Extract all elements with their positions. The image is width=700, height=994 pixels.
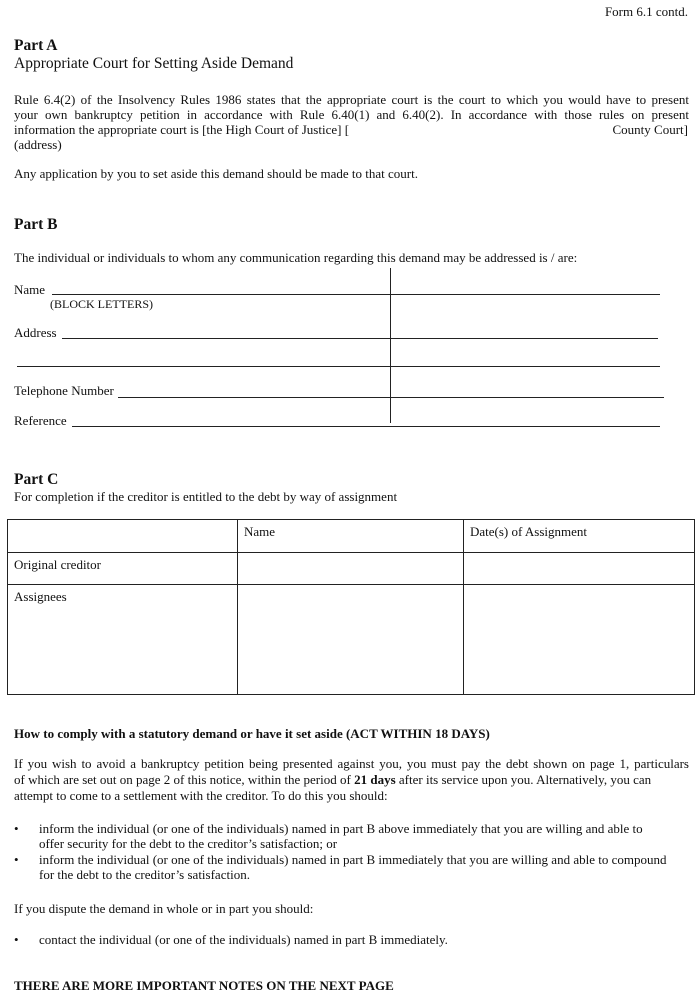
original-creditor-name-cell[interactable] (238, 553, 464, 585)
name-label: Name (14, 282, 46, 297)
table-row-assignees (8, 585, 695, 695)
part-a-para-line3-start: information the appropriate court is [the High Court of Justice] [ (14, 122, 350, 137)
table-header-blank (8, 520, 238, 553)
table-row-original-creditor (8, 553, 695, 585)
bullet1-line2: offer security for the debt to the creditor’s satisfaction; or (39, 836, 338, 851)
part-b-column-divider (390, 268, 391, 423)
reference-field[interactable] (72, 426, 660, 427)
part-c-intro: For completion if the creditor is entitled to the debt by way of assignment (14, 489, 398, 504)
next-page-notice: THERE ARE MORE IMPORTANT NOTES ON THE NEXT PAGE (14, 978, 394, 993)
assignment-table (7, 519, 695, 695)
table-header-row (8, 520, 695, 553)
bullet-3: • (14, 932, 19, 947)
part-a-para-line2: your own bankruptcy petition in accordance with Rule 6.40(1) and 6.40(2). In accordance with those rules on present (14, 107, 689, 122)
part-a-address-note: (address) (14, 137, 62, 152)
comply-para-line1: If you wish to avoid a bankruptcy petition being presented against you, you must pay the debt shown on page 1, particulars (14, 756, 689, 771)
original-creditor-label: Original creditor (8, 553, 238, 585)
bullet2-line2: for the debt to the creditor’s satisfaction. (39, 867, 250, 882)
part-a-para-line1: Rule 6.4(2) of the Insolvency Rules 1986 states that the appropriate court is the court to which you would have to present (14, 92, 689, 107)
bullet-1: • (14, 821, 19, 836)
part-a-para-line3-end: County Court] (612, 122, 688, 137)
part-a-para2: Any application by you to set aside this demand should be made to that court. (14, 166, 419, 181)
part-a-heading: Part A (14, 37, 58, 54)
dispute-text: If you dispute the demand in whole or in part you should: (14, 901, 314, 916)
comply-heading: How to comply with a statutory demand or have it set aside (ACT WITHIN 18 DAYS) (14, 726, 490, 741)
name-field[interactable] (52, 294, 660, 295)
table-header-dates: Date(s) of Assignment (464, 520, 695, 553)
comply-para-line2-start: of which are set out on page 2 of this notice, within the period of (14, 772, 355, 787)
reference-label: Reference (14, 413, 67, 428)
part-b-heading: Part B (14, 216, 58, 233)
comply-para-line2-end: after its service upon you. Alternatively, you can (395, 772, 652, 787)
original-creditor-date-cell[interactable] (464, 553, 695, 585)
part-c-heading: Part C (14, 471, 59, 488)
telephone-label: Telephone Number (14, 383, 114, 398)
comply-para-line3: attempt to come to a settlement with the creditor. To do this you should: (14, 788, 388, 803)
block-letters-note: (BLOCK LETTERS) (50, 297, 153, 311)
address-field-line1[interactable] (62, 338, 658, 339)
address-field-line2[interactable] (17, 366, 660, 367)
comply-21-days: 21 days (354, 772, 396, 787)
bullet1-line1: inform the individual (or one of the individuals) named in part B above immediately that you are willing and able to (39, 821, 643, 836)
address-label: Address (14, 325, 57, 340)
bullet3-text: contact the individual (or one of the individuals) named in part B immediately. (39, 932, 448, 947)
assignees-date-cell[interactable] (464, 585, 695, 695)
form-reference: Form 6.1 contd. (604, 4, 688, 19)
assignees-name-cell[interactable] (238, 585, 464, 695)
assignees-label: Assignees (8, 585, 238, 695)
table-header-name: Name (238, 520, 464, 553)
telephone-field[interactable] (118, 397, 664, 398)
part-a-subheading: Appropriate Court for Setting Aside Demand (14, 55, 294, 72)
comply-para-line2 (14, 772, 689, 787)
bullet-2: • (14, 852, 19, 867)
bullet2-line1: inform the individual (or one of the individuals) named in part B immediately that you are willing and able to compound (39, 852, 667, 867)
part-b-intro: The individual or individuals to whom any communication regarding this demand may be addressed is / are: (14, 250, 578, 265)
